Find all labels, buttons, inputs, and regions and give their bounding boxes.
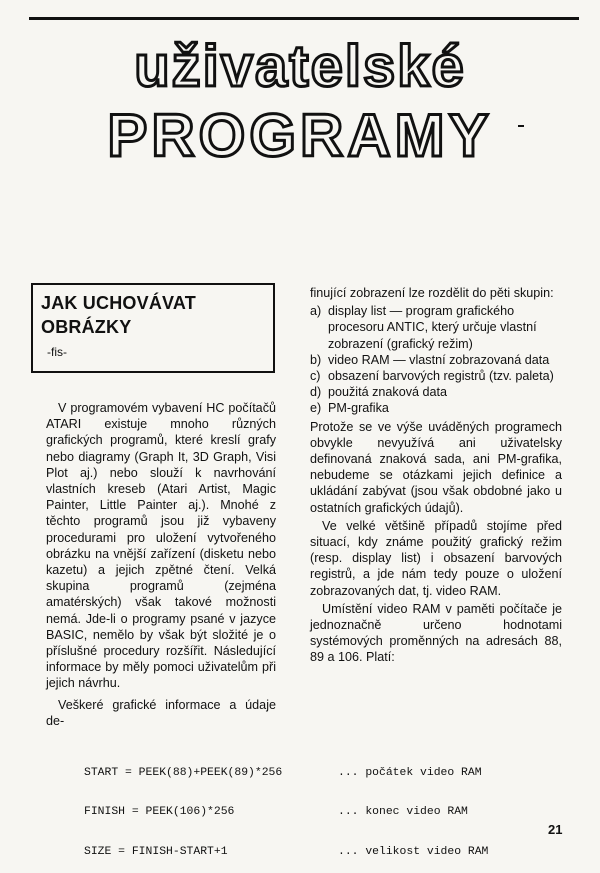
code-line: [84, 846, 564, 859]
paragraph: Veškeré grafické informace a údaje de-: [46, 697, 276, 728]
article-title-line-1: JAK UCHOVÁVAT: [41, 293, 196, 313]
paragraph: Umístění video RAM v paměti počítače je jednoznačně určeno hodnotami systémových proměnných na adresách 88, 89 a 106. Platí:: [310, 601, 562, 665]
list-marker: a): [310, 304, 322, 319]
code-line: [84, 767, 564, 780]
list-item: [310, 384, 562, 400]
list-text: display list — program grafického procesoru ANTIC, který určuje vlastní zobrazení (grafický režim): [328, 304, 537, 351]
list-text: PM-grafika: [328, 401, 389, 416]
code-statement: SIZE = FINISH-START+1: [84, 846, 228, 859]
list-item: [310, 352, 562, 368]
group-list: [310, 303, 562, 416]
list-marker: b): [310, 352, 322, 367]
right-column: [310, 285, 562, 666]
list-item: [310, 400, 562, 416]
article-title-line-2: OBRÁZKY: [41, 317, 132, 337]
code-line: [84, 806, 564, 819]
masthead-line-1: uživatelské: [134, 40, 466, 99]
article-author: -fis-: [47, 345, 67, 359]
masthead-line-2: PROGRAMY: [107, 102, 493, 165]
code-statement: START = PEEK(88)+PEEK(89)*256: [84, 766, 283, 779]
list-item: [310, 368, 562, 384]
article-title: [41, 291, 271, 339]
paragraph: V programovém vybavení HC počítačů ATARI existuje mnoho různých grafických programů, které kreslí grafy nebo diagramy (Graph It, 3D Graph, Visi Plot aj.) nebo slouží k navrhování vlastních kreseb (Atari Artist, Magic Painter, Little Painter aj.). Mnohé z těchto programů jsou již vybaveny procedurami pro uložení vytvořeného obrázku na vnější zařízení (disketu nebo kazetu) a jejich zpětné čtení. Velká skupina programů (zejména amatérských) však takové možnosti nemá. Jde-li o programy psané v jazyce BASIC, nemělo by však být složité je o příslušné procedury rozšířit. Následující informace by měly pomoci uživatelům při jejich návrhu.: [46, 401, 276, 691]
masthead: [0, 40, 600, 165]
list-marker: d): [310, 385, 322, 400]
list-item: [310, 303, 562, 352]
list-marker: e): [310, 401, 322, 416]
page-number: 21: [548, 822, 563, 837]
paragraph: Ve velké většině případů stojíme před situací, kdy známe použitý grafický režim (resp. display list) i obsazení barvových registrů, a jde nám tedy pouze o uložení zobrazovaných dat, tj. video RAM.: [310, 518, 562, 598]
list-text: video RAM — vlastní zobrazovaná data: [328, 352, 550, 367]
masthead-lettering: [0, 40, 600, 165]
list-marker: c): [310, 369, 321, 384]
code-listing: [84, 740, 564, 873]
paragraph: finující zobrazení lze rozdělit do pěti skupin:: [310, 286, 554, 300]
paragraph: Protože se ve výše uváděných programech obvykle nevyužívá ani uživatelsky definovaná znaková sada, ani PM-grafika, nebudeme se otázkami jejich definice a ukládání zabývat (jsou však obdobné jako u ostatních grafických údajů).: [310, 419, 562, 515]
top-rule: [29, 17, 579, 20]
list-text: obsazení barvových registrů (tzv. paleta): [328, 369, 554, 384]
code-comment: ... konec video RAM: [338, 806, 468, 819]
code-statement: FINISH = PEEK(106)*256: [84, 806, 235, 819]
code-comment: ... počátek video RAM: [338, 766, 482, 779]
left-column: [46, 400, 276, 729]
article-heading-box: [31, 283, 275, 373]
list-text: použitá znaková data: [328, 385, 448, 400]
code-comment: ... velikost video RAM: [338, 846, 489, 859]
stray-mark: [518, 125, 524, 127]
